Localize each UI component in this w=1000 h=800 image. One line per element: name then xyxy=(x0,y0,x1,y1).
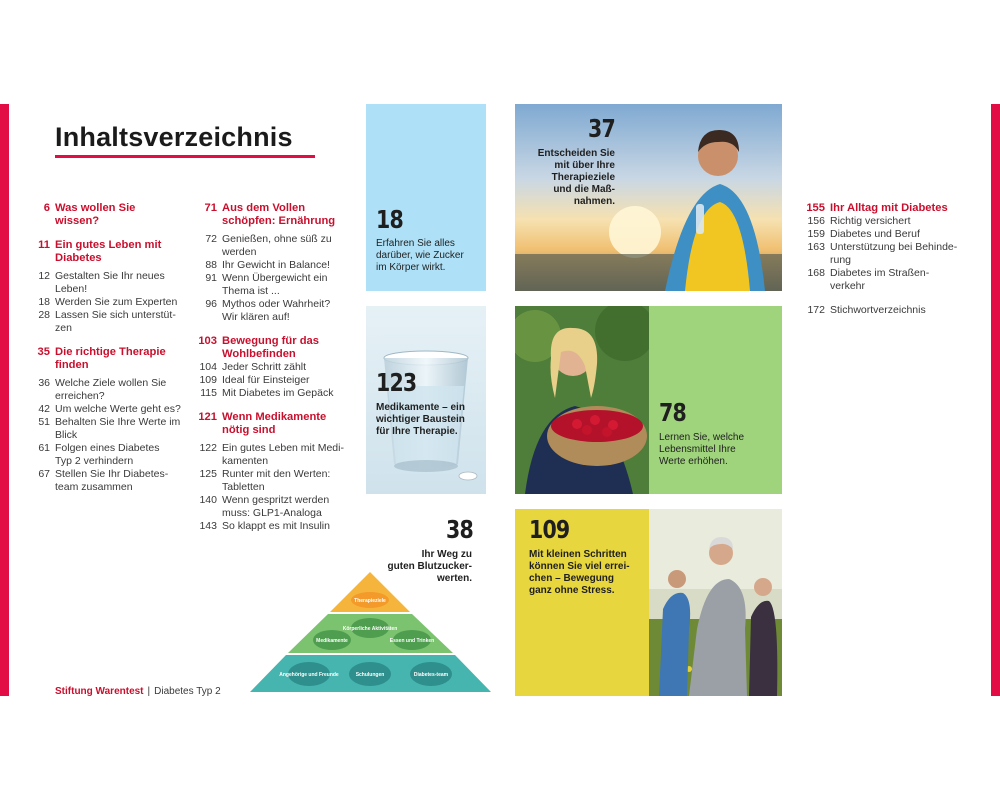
toc-item[interactable]: 168 Diabetes im Straßen- verkehr xyxy=(807,267,930,292)
panel-38-number: 38 xyxy=(446,515,473,544)
toc-section[interactable]: 11 Ein gutes Leben mit Diabetes xyxy=(38,239,162,264)
pyramid-label-bottom-0: Angehörige und Freunde xyxy=(279,672,339,678)
toc-item[interactable]: 156 Richtig versichert xyxy=(807,215,911,227)
toc-item[interactable]: 96 Mythos oder Wahrheit? Wir klären auf! xyxy=(205,298,331,323)
toc-item[interactable]: 91 Wenn Übergewicht ein Thema ist ... xyxy=(205,272,328,297)
toc-section[interactable]: 155 Ihr Alltag mit Diabetes xyxy=(806,202,948,214)
toc-item[interactable]: 18 Werden Sie zum Experten xyxy=(38,296,178,308)
toc-item[interactable]: 125 Runter mit den Werten: Tabletten xyxy=(199,468,331,493)
toc-item[interactable]: 122 Ein gutes Leben mit Medi- kamenten xyxy=(199,442,344,467)
toc-section[interactable]: 121 Wenn Medikamente nötig sind xyxy=(198,411,327,436)
toc-item[interactable]: 140 Wenn gespritzt werden muss: GLP1-Analoga xyxy=(199,494,330,519)
title-underline xyxy=(55,155,315,158)
water-glass-illustration xyxy=(366,306,486,494)
toc-item[interactable]: 109 Ideal für Einsteiger xyxy=(199,374,310,386)
toc-item-index[interactable]: 172 Stichwortverzeichnis xyxy=(807,304,926,316)
toc-column-1 xyxy=(28,202,188,494)
toc-item[interactable]: 72 Genießen, ohne süß zu werden xyxy=(205,233,332,258)
footer-brand: Stiftung Warentest xyxy=(55,686,144,697)
toc-section[interactable]: 6 Was wollen Sie wissen? xyxy=(43,202,136,227)
therapy-pyramid-diagram xyxy=(248,570,493,695)
toc-column-2 xyxy=(195,202,355,533)
toc-item[interactable]: 159 Diabetes und Beruf xyxy=(807,228,920,240)
pyramid-label-bottom-1: Schulungen xyxy=(355,672,385,678)
panel-109[interactable]: 109 Mit kleinen Schritten können Sie viel errei- chen – Bewegung ganz ohne Stress. xyxy=(515,509,782,696)
joggers-photo xyxy=(649,509,782,696)
toc-item[interactable]: 67 Stellen Sie Ihr Diabetes- team zusammen xyxy=(38,468,169,493)
toc-section[interactable]: 71 Aus dem Vollen schöpfen: Ernährung xyxy=(204,202,336,227)
page-footer xyxy=(55,686,221,697)
toc-section[interactable]: 103 Bewegung für das Wohlbefinden xyxy=(198,335,319,360)
cherry-basket-photo xyxy=(515,306,649,494)
toc-item[interactable]: 104 Jeder Schritt zählt xyxy=(199,361,307,373)
toc-item[interactable]: 51 Behalten Sie Ihre Werte im Blick xyxy=(38,416,181,441)
toc-item[interactable]: 42 Um welche Werte geht es? xyxy=(38,403,181,415)
panel-78[interactable]: 78 Lernen Sie, welche Lebensmittel Ihre Werte erhöhen. xyxy=(515,306,782,494)
toc-item[interactable]: 36 Welche Ziele wollen Sie erreichen? xyxy=(38,377,167,402)
toc-item[interactable]: 61 Folgen eines Diabetes Typ 2 verhindern xyxy=(38,442,160,467)
toc-section[interactable]: 35 Die richtige Therapie finden xyxy=(37,346,166,371)
panel-38-text: Ihr Weg zu guten Blutzucker- werten. xyxy=(387,549,472,584)
toc-column-5 xyxy=(803,202,983,317)
pyramid-label-bottom-2: Diabetes-team xyxy=(413,672,449,678)
toc-item[interactable]: 163 Unterstützung bei Behinde- rung xyxy=(807,241,958,266)
pyramid-label-mid-1: Medikamente xyxy=(316,638,348,644)
panel-37[interactable]: 37 Entscheiden Sie mit über Ihre Therapieziele und die Maß- nahmen. xyxy=(515,104,782,291)
page-title: Inhaltsverzeichnis xyxy=(55,122,293,152)
pyramid-label-mid-2: Essen und Trinken xyxy=(389,638,435,644)
toc-item[interactable]: 88 Ihr Gewicht in Balance! xyxy=(205,259,330,271)
footer-book-title: Diabetes Typ 2 xyxy=(154,686,221,697)
toc-item[interactable]: 143 So klappt es mit Insulin xyxy=(199,520,330,532)
toc-item[interactable]: 115 Mit Diabetes im Gepäck xyxy=(200,387,334,399)
right-edge-bar xyxy=(991,104,1000,696)
toc-item[interactable]: 28 Lassen Sie sich unterstüt- zen xyxy=(38,309,176,334)
panel-18[interactable]: 18 Erfahren Sie alles darüber, wie Zucker im Körper wirkt. xyxy=(366,104,486,291)
pyramid-label-mid-0: Körperliche Aktivitäten xyxy=(342,626,398,632)
footer-separator: | xyxy=(147,686,151,697)
pyramid-label-top: Therapieziele xyxy=(354,598,386,604)
panel-123[interactable]: 123 Medikamente – ein wichtiger Baustein für Ihre Therapie. xyxy=(366,306,486,494)
toc-item[interactable]: 12 Gestalten Sie Ihr neues Leben! xyxy=(38,270,165,295)
left-edge-bar xyxy=(0,104,9,696)
